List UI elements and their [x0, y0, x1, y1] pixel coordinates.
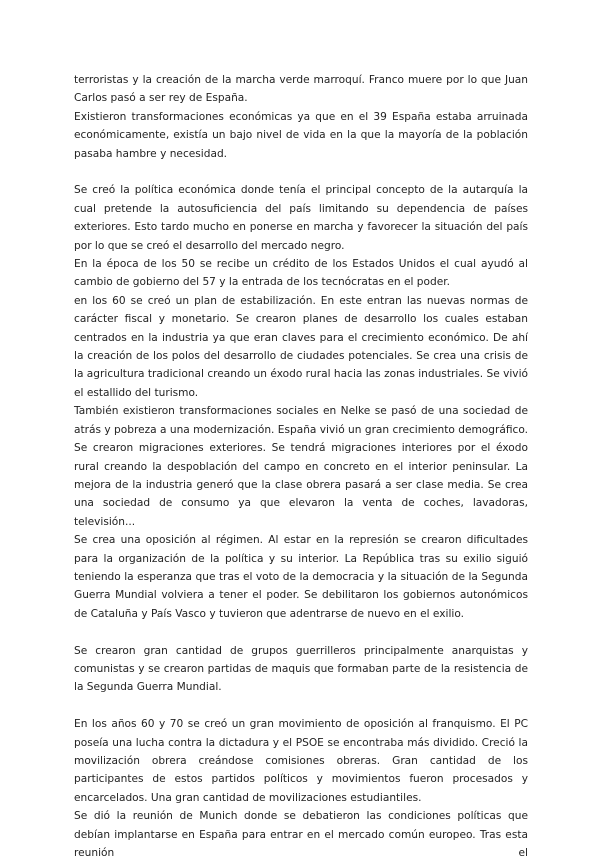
- paragraph-gap: [74, 623, 528, 641]
- paragraph-gap: [74, 163, 528, 181]
- paragraph: En la época de los 50 se recibe un crédito de los Estados Unidos el cual ayudó al cambio de gobierno del 57 y la entrada de los tecnócratas en el poder.: [74, 258, 528, 289]
- paragraph: Se crea una oposición al régimen. Al estar en la represión se crearon dificultades para la organización de la política y su interior. La República tras su exilio siguió teniendo la esperanza que tras el voto de la democracia y la situación de la Segunda Guerra Mundial volviera a tener el poder. Se debilitaron los gobiernos autonómicos de Cataluña y País Vasco y tuvieron que adentrarse de nuevo en el exilio.: [74, 534, 528, 620]
- paragraph: Se crearon gran cantidad de grupos guerrilleros principalmente anarquistas y comunistas y se crearon partidas de maquis que formaban parte de la resistencia de la Segunda Guerra Mundial.: [74, 644, 528, 694]
- paragraph: Existieron transformaciones económicas ya que en el 39 España estaba arruinada económicamente, existía un bajo nivel de vida en la que la mayoría de la población pasaba hambre y necesidad.: [74, 110, 528, 160]
- paragraph: También existieron transformaciones sociales en Nelke se pasó de una sociedad de atrás y pobreza a una modernización. España vivió un gran crecimiento demográfico. Se crearon migraciones exteriores. Se tendrá migraciones interiores por el éxodo rural creando la despoblación del campo en concreto en el interior peninsular. La mejora de la industria generó que la clase obrera pasará a ser clase media. Se crea una sociedad de consumo ya que elevaron la venta de coches, lavadoras, televisión...: [74, 405, 529, 528]
- document-body: [74, 71, 528, 862]
- paragraph-gap: [74, 697, 528, 715]
- paragraph: Se dió la reunión de Munich donde se debatieron las condiciones políticas que debían implantarse en España para entrar en el mercado común europeo. Tras esta reunión el: [74, 810, 528, 860]
- paragraph: terroristas y la creación de la marcha verde marroquí. Franco muere por lo que Juan Carlos pasó a ser rey de España.: [74, 74, 528, 105]
- paragraph: Se creó la política económica donde tenía el principal concepto de la autarquía la cual pretende la autosuficiencia del país limitando su dependencia de países exteriores. Esto tardo mucho en ponerse en marcha y favorecer la situación del país por lo que se creó el desarrollo del mercado negro.: [74, 184, 528, 252]
- paragraph: En los años 60 y 70 se creó un gran movimiento de oposición al franquismo. El PC poseía una lucha contra la dictadura y el PSOE se encontraba más dividido. Creció la movilización obrera creándose comisiones obreras. Gran cantidad de los participantes de estos partidos políticos y movimientos fueron procesados y encarcelados. Una gran cantidad de movilizaciones estudiantiles.: [74, 718, 528, 804]
- paragraph: en los 60 se creó un plan de estabilización. En este entran las nuevas normas de carácter fiscal y monetario. Se crearon planes de desarrollo los cuales estaban centrados en la industria ya que eran claves para el crecimiento económico. De ahí la creación de los polos del desarrollo de ciudades potenciales. Se crea una crisis de la agricultura tradicional creando un éxodo rural hacia las zonas industriales. Se vivió el estallido del turismo.: [74, 294, 528, 399]
